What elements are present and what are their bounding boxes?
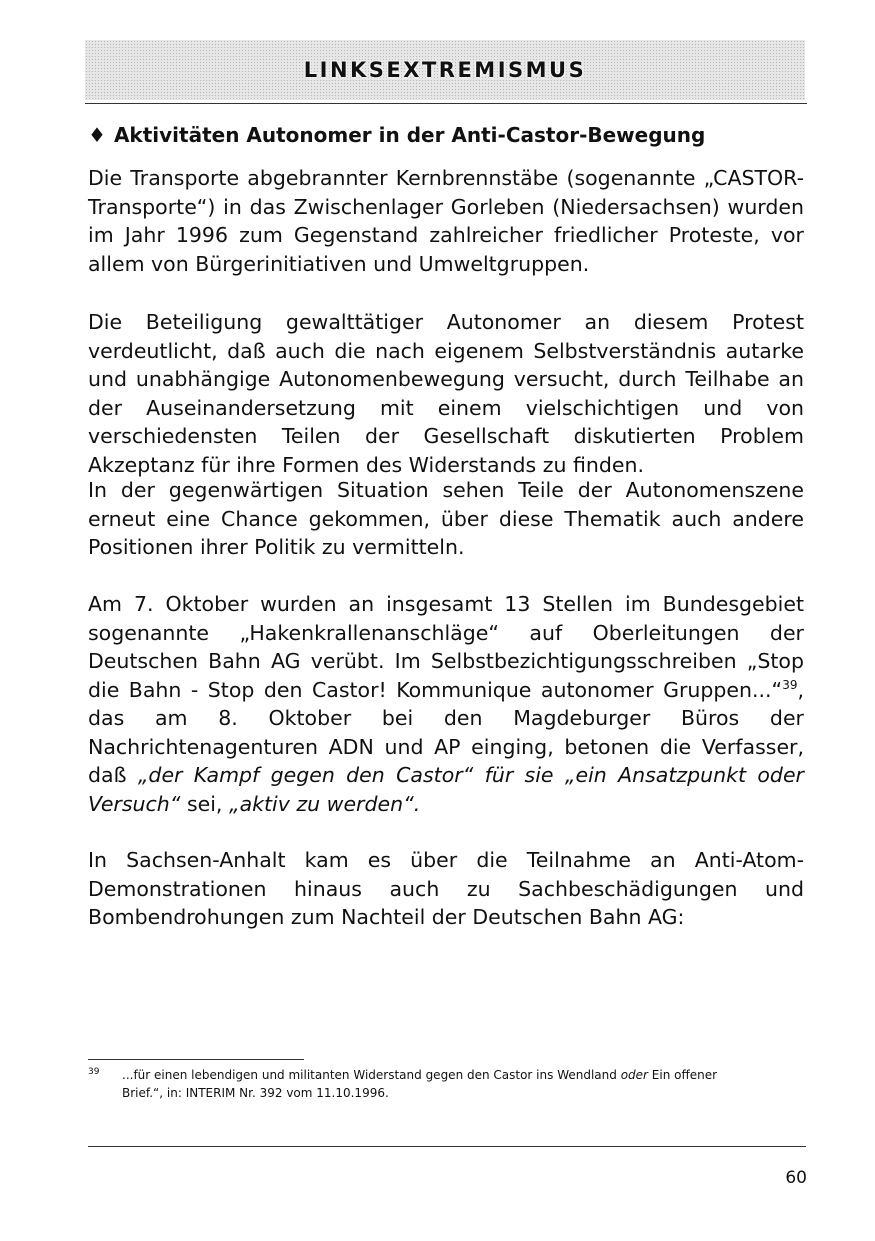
- paragraph-text: , das am 8. Oktober bei den Magdeburger Büros der Nachrichtenagenturen ADN und AP einging, betonen die Verfasser, daß: [88, 677, 804, 787]
- footnote-text-italic: oder: [620, 1068, 648, 1082]
- footnote-text: ...für einen lebendigen und militanten Widerstand gegen den Castor ins Wendland: [122, 1068, 621, 1082]
- section-heading-text: Aktivitäten Autonomer in der Anti-Castor-Bewegung: [113, 123, 706, 147]
- paragraph-attacks-october: [88, 590, 804, 818]
- footnote-line: Brief.“, in: INTERIM Nr. 392 vom 11.10.1996.: [122, 1086, 389, 1100]
- quotation: „aktiv zu werden“.: [228, 791, 421, 816]
- footnote: [88, 1066, 804, 1102]
- header-title: LINKSEXTREMISMUS: [303, 58, 587, 82]
- paragraph-current-situation: In der gegenwärtigen Situation sehen Teile der Autonomenszene erneut eine Chance gekommen, über diese Thematik auch andere Positionen ihrer Politik zu vermitteln.: [88, 478, 804, 559]
- paragraph-castor-transports: Die Transporte abgebrannter Kernbrennstäbe (sogenannte „CASTOR-Transporte“) in das Zwischenlager Gorleben (Niedersachsen) wurden im Jahr 1996 zum Gegenstand zahlreicher friedlicher Proteste, vor allem von Bürgerinitiativen und Umweltgruppen.: [88, 166, 804, 276]
- footer-divider: [88, 1146, 806, 1147]
- header-divider: [85, 103, 807, 104]
- footnote-reference[interactable]: 39: [782, 677, 798, 692]
- paragraph-autonomous-participation: Die Beteiligung gewalttätiger Autonomer an diesem Protest verdeutlicht, daß auch die nach eigenem Selbstverständnis autarke und unabhängige Autonomenbewegung versucht, durch Teilhabe an der Auseinandersetzung mit einem vielschichtigen und von verschiedensten Teilen der Gesellschaft diskutierten Problem Akzeptanz für ihre Formen des Widerstands zu finden.: [88, 310, 804, 477]
- paragraph-text: Am 7. Oktober wurden an insgesamt 13 Stellen im Bundesgebiet sogenannte „Hakenkrallenanschläge“ auf Oberleitungen der Deutschen Bahn AG verübt. Im Selbstbezichtigungsschreiben „Stop die Bahn - Stop den Castor! Kommunique autonomer Gruppen...“: [88, 592, 804, 702]
- footnote-line: [88, 1066, 804, 1084]
- diamond-bullet-icon: ♦: [88, 123, 106, 147]
- footnote-divider: [88, 1059, 304, 1060]
- page-header: [85, 40, 805, 100]
- section-heading: [88, 120, 808, 150]
- quotation: „der Kampf gegen den Castor“ für sie „ein Ansatzpunkt oder Versuch“: [88, 763, 804, 816]
- paragraph-sachsen-anhalt: In Sachsen-Anhalt kam es über die Teilnahme an Anti-Atom-Demonstrationen hinaus auch zu Sachbeschädigungen und Bombendrohungen zum Nachteil der Deutschen Bahn AG:: [88, 848, 804, 929]
- paragraph-text: sei,: [180, 791, 229, 816]
- page-number: 60: [785, 1168, 807, 1188]
- footnote-number: 39: [88, 1067, 100, 1077]
- footnote-text: Ein offener: [647, 1068, 718, 1082]
